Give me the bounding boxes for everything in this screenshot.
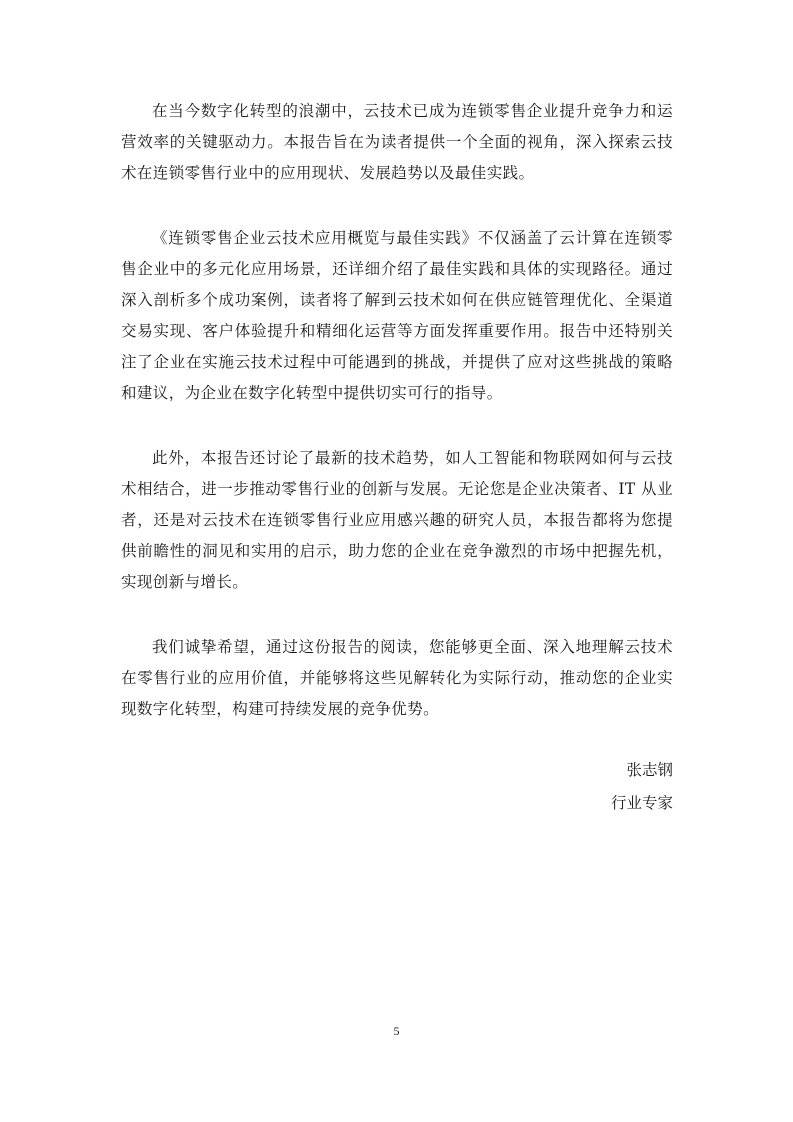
signature-block xyxy=(611,754,673,820)
document-body xyxy=(121,96,673,759)
paragraph-report-overview: 《连锁零售企业云技术应用概览与最佳实践》不仅涵盖了云计算在连锁零售企业中的多元化应用场景，还详细介绍了最佳实践和具体的实现路径。通过深入剖析多个成功案例，读者将了解到云技术如何在供应链管理优化、全渠道交易实现、客户体验提升和精细化运营等方面发挥重要作用。报告中还特别关注了企业在实施云技术过程中可能遇到的挑战，并提供了应对这些挑战的策略和建议，为企业在数字化转型中提供切实可行的指导。 xyxy=(121,229,673,402)
paragraph-tech-trends: 此外，本报告还讨论了最新的技术趋势，如人工智能和物联网如何与云技术相结合，进一步推动零售行业的创新与发展。无论您是企业决策者、IT 从业者，还是对云技术在连锁零售行业应用感兴趣的研究人员，本报告都将为您提供前瞻性的洞见和实用的启示，助力您的企业在竞争激烈的市场中把握先机，实现创新与增长。 xyxy=(121,449,673,591)
signature-name: 张志钢 xyxy=(626,761,673,779)
signature-title: 行业专家 xyxy=(610,794,673,812)
paragraph-intro: 在当今数字化转型的浪潮中，云技术已成为连锁零售企业提升竞争力和运营效率的关键驱动力。本报告旨在为读者提供一个全面的视角，深入探索云技术在连锁零售行业中的应用现状、发展趋势以及最佳实践。 xyxy=(121,102,673,182)
paragraph-closing: 我们诚挚希望，通过这份报告的阅读，您能够更全面、深入地理解云技术在零售行业的应用价值，并能够将这些见解转化为实际行动，推动您的企业实现数字化转型，构建可持续发展的竞争优势。 xyxy=(121,638,673,718)
page-number: 5 xyxy=(393,1024,400,1038)
